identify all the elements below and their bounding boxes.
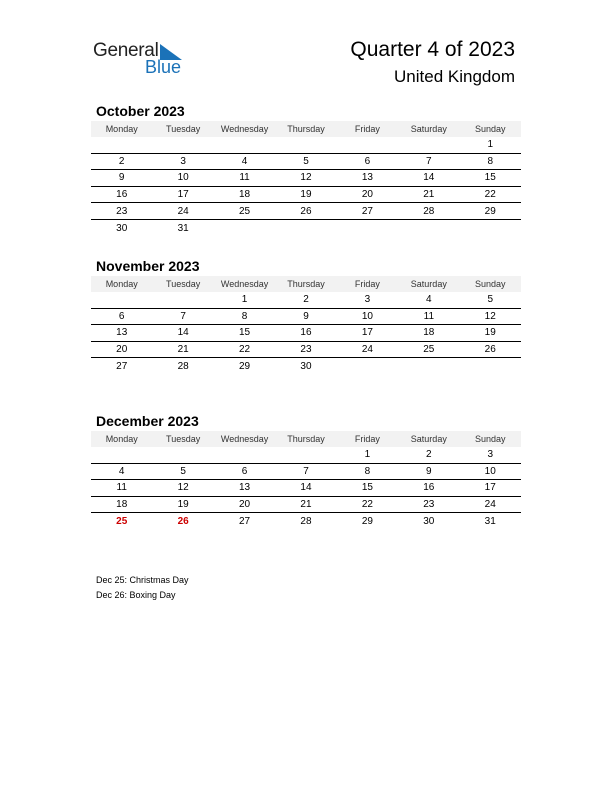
weekday-label: Thursday — [287, 279, 325, 289]
day-cell: 28 — [177, 361, 189, 373]
day-cell: 15 — [361, 482, 373, 494]
day-cell: 23 — [423, 499, 435, 511]
day-cell: 20 — [238, 499, 251, 511]
day-cell: 7 — [180, 310, 186, 322]
day-cell: 18 — [423, 327, 435, 339]
day-cell: 25 — [116, 516, 128, 528]
day-cell: 12 — [300, 172, 312, 184]
day-cell: 4 — [118, 465, 125, 477]
week-row — [91, 464, 521, 481]
day-cell: 21 — [300, 499, 312, 511]
weekday-label: Wednesday — [220, 434, 269, 444]
month-title: November 2023 — [96, 258, 200, 274]
day-cell: 15 — [238, 327, 251, 339]
day-cell: 7 — [426, 155, 432, 167]
week-row — [91, 447, 521, 464]
day-cell: 14 — [423, 172, 435, 184]
day-cell: 9 — [118, 172, 125, 184]
month-title: December 2023 — [96, 413, 199, 429]
day-cell: 29 — [361, 516, 373, 528]
day-cell: 29 — [238, 361, 251, 373]
page-title: Quarter 4 of 2023 — [350, 38, 515, 61]
week-row — [91, 358, 521, 375]
week-row — [91, 325, 521, 342]
day-cell: 6 — [118, 310, 125, 322]
day-cell: 26 — [177, 516, 189, 528]
holiday-notes — [96, 573, 189, 603]
day-cell: 2 — [303, 294, 309, 306]
weekday-label: Tuesday — [166, 279, 201, 289]
day-cell: 14 — [300, 482, 312, 494]
weekday-label: Thursday — [287, 124, 325, 134]
month-november — [91, 257, 521, 375]
week-row — [91, 309, 521, 326]
brand-word-blue: Blue — [145, 57, 182, 77]
day-cell: 17 — [361, 327, 373, 339]
day-cell: 11 — [423, 310, 435, 322]
day-cell: 25 — [238, 205, 251, 217]
day-cell: 18 — [238, 189, 251, 201]
weekday-label: Friday — [354, 279, 380, 289]
day-cell: 3 — [487, 449, 494, 461]
day-cell: 31 — [177, 222, 189, 234]
weekday-label: Friday — [354, 434, 380, 444]
weekday-label: Sunday — [474, 279, 506, 289]
week-row — [91, 497, 521, 514]
week-row — [91, 342, 521, 359]
day-cell: 19 — [484, 327, 496, 339]
day-cell: 3 — [364, 294, 371, 306]
day-cell: 17 — [177, 189, 189, 201]
weekday-label: Thursday — [287, 434, 325, 444]
day-cell: 16 — [423, 482, 435, 494]
weekday-label: Sunday — [474, 124, 506, 134]
day-cell: 16 — [300, 327, 312, 339]
weekday-label: Monday — [105, 279, 138, 289]
day-cell: 21 — [423, 189, 435, 201]
day-cell: 26 — [300, 205, 312, 217]
day-cell: 13 — [238, 482, 251, 494]
day-cell: 1 — [487, 139, 494, 151]
month-december — [91, 412, 521, 530]
week-row — [91, 513, 521, 530]
day-cell: 30 — [423, 516, 435, 528]
week-row — [91, 187, 521, 204]
day-cell: 14 — [177, 327, 189, 339]
day-cell: 8 — [364, 465, 371, 477]
day-cell: 5 — [487, 294, 494, 306]
day-cell: 22 — [361, 499, 373, 511]
day-cell: 16 — [116, 189, 128, 201]
weekday-header-row — [91, 431, 521, 447]
day-cell: 30 — [116, 222, 128, 234]
day-cell: 24 — [484, 499, 496, 511]
brand-logo — [93, 40, 193, 80]
holiday-note: Dec 26: Boxing Day — [96, 590, 176, 600]
week-row — [91, 480, 521, 497]
day-cell: 9 — [303, 310, 309, 322]
day-cell: 5 — [303, 155, 309, 167]
brand-word-general: General — [93, 40, 159, 61]
day-cell: 10 — [361, 310, 373, 322]
day-cell: 24 — [361, 344, 373, 356]
weekday-label: Monday — [105, 124, 138, 134]
week-row — [91, 170, 521, 187]
week-row — [91, 137, 521, 154]
day-cell: 3 — [180, 155, 186, 167]
day-cell: 17 — [484, 482, 496, 494]
holiday-note: Dec 25: Christmas Day — [96, 575, 189, 585]
day-cell: 13 — [116, 327, 128, 339]
weekday-label: Saturday — [410, 434, 447, 444]
day-cell: 22 — [484, 189, 496, 201]
day-cell: 30 — [300, 361, 312, 373]
day-cell: 9 — [426, 465, 432, 477]
weekday-label: Monday — [105, 434, 138, 444]
day-cell: 4 — [426, 294, 432, 306]
day-cell: 5 — [180, 465, 186, 477]
page-subtitle: United Kingdom — [394, 67, 515, 86]
week-row — [91, 154, 521, 171]
month-title: October 2023 — [96, 103, 185, 119]
day-cell: 22 — [238, 344, 251, 356]
day-cell: 27 — [238, 516, 251, 528]
day-cell: 19 — [300, 189, 312, 201]
day-cell: 23 — [300, 344, 312, 356]
day-cell: 4 — [241, 155, 248, 167]
day-cell: 28 — [423, 205, 435, 217]
day-cell: 19 — [177, 499, 189, 511]
day-cell: 15 — [484, 172, 496, 184]
day-cell: 20 — [116, 344, 128, 356]
day-cell: 25 — [423, 344, 435, 356]
day-cell: 11 — [116, 482, 127, 494]
day-cell: 6 — [241, 465, 248, 477]
day-cell: 24 — [177, 205, 189, 217]
weekday-header-row — [91, 276, 521, 292]
month-october — [91, 102, 521, 237]
week-row — [91, 292, 521, 309]
day-cell: 7 — [303, 465, 309, 477]
day-cell: 27 — [361, 205, 373, 217]
day-cell: 12 — [484, 310, 496, 322]
day-cell: 1 — [241, 294, 248, 306]
day-cell: 1 — [364, 449, 371, 461]
weekday-label: Tuesday — [166, 124, 201, 134]
day-cell: 10 — [177, 172, 189, 184]
week-row — [91, 220, 521, 237]
day-cell: 8 — [487, 155, 494, 167]
weekday-label: Friday — [354, 124, 380, 134]
day-cell: 20 — [361, 189, 373, 201]
weekday-label: Wednesday — [220, 279, 269, 289]
day-cell: 26 — [484, 344, 496, 356]
weekday-label: Saturday — [410, 124, 447, 134]
day-cell: 13 — [361, 172, 373, 184]
day-cell: 10 — [484, 465, 496, 477]
day-cell: 18 — [116, 499, 128, 511]
day-cell: 2 — [426, 449, 432, 461]
day-cell: 29 — [484, 205, 496, 217]
weekday-label: Tuesday — [166, 434, 201, 444]
weekday-label: Saturday — [410, 279, 447, 289]
weekday-label: Sunday — [474, 434, 506, 444]
day-cell: 11 — [239, 172, 250, 184]
day-cell: 21 — [177, 344, 189, 356]
weekday-label: Wednesday — [220, 124, 269, 134]
week-row — [91, 203, 521, 220]
day-cell: 28 — [300, 516, 312, 528]
day-cell: 12 — [177, 482, 189, 494]
day-cell: 8 — [241, 310, 248, 322]
day-cell: 6 — [364, 155, 371, 167]
day-cell: 23 — [116, 205, 128, 217]
day-cell: 27 — [116, 361, 128, 373]
weekday-header-row — [91, 121, 521, 137]
day-cell: 2 — [118, 155, 125, 167]
day-cell: 31 — [484, 516, 496, 528]
